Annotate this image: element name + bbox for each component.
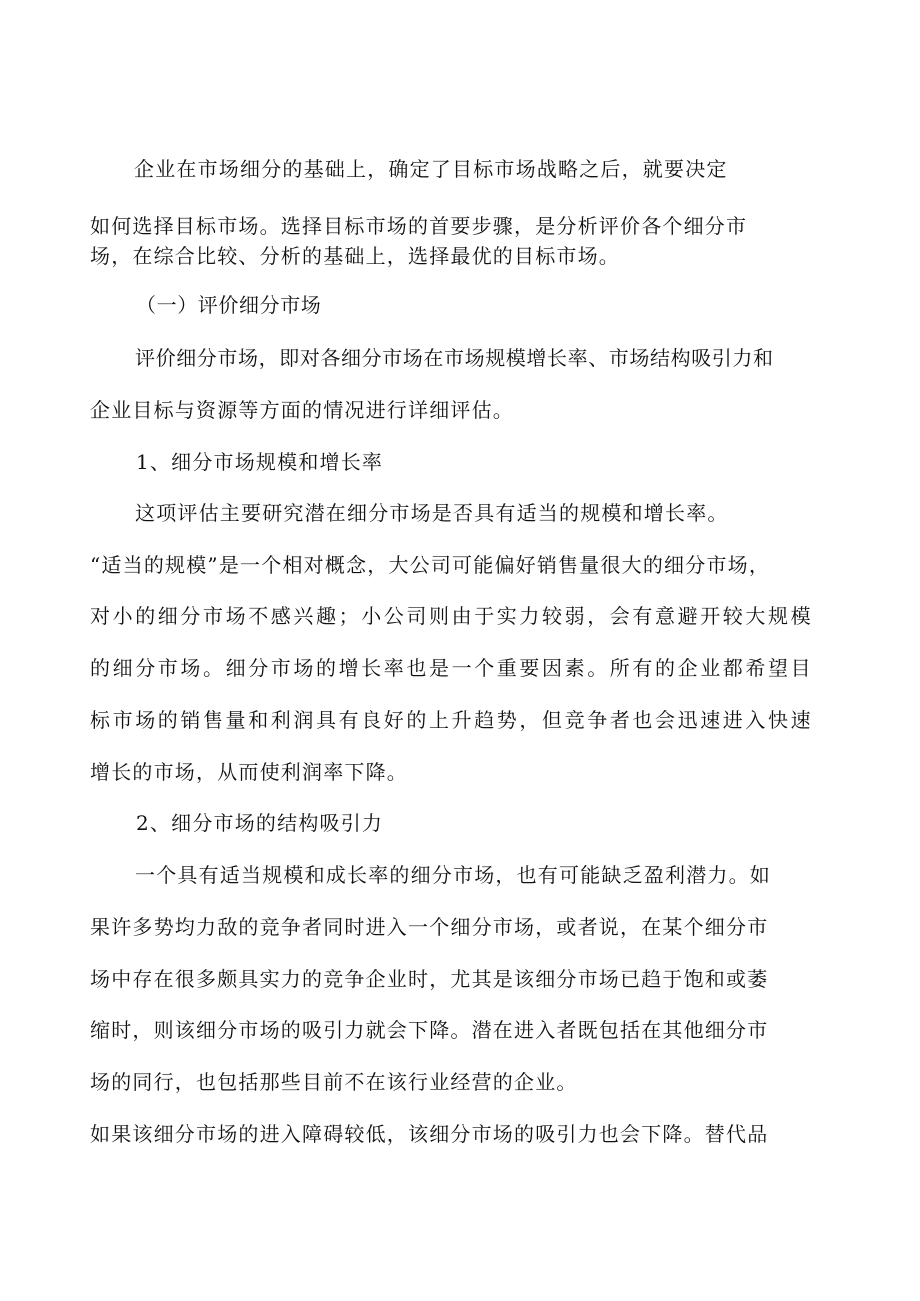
paragraph-intro-line-1: 企业在市场细分的基础上，确定了目标市场战略之后，就要决定	[134, 157, 728, 181]
section-heading: （一）评价细分市场	[136, 293, 322, 317]
paragraph-evaluate-line-1: 评价细分市场，即对各细分市场在市场规模增长率、市场结构吸引力和	[135, 346, 774, 370]
paragraph-size-line-5: 标市场的销售量和利润具有良好的上升趋势，但竞争者也会迅速进入快速	[90, 708, 814, 732]
paragraph-size-line-6: 增长的市场，从而使利润率下降。	[90, 760, 408, 784]
paragraph-evaluate-line-2: 企业目标与资源等方面的情况进行详细评估。	[90, 398, 514, 422]
paragraph-structure-line-5: 场的同行，也包括那些目前不在该行业经营的企业。	[90, 1070, 578, 1094]
paragraph-size-line-2: “适当的规模”是一个相对概念，大公司可能偏好销售量很大的细分市场，	[90, 553, 771, 577]
paragraph-intro-line-3: 场，在综合比较、分析的基础上，选择最优的目标市场。	[90, 244, 620, 268]
paragraph-intro-line-2: 如何选择目标市场。选择目标市场的首要步骤，是分析评价各个细分市	[90, 214, 748, 238]
paragraph-structure-line-1: 一个具有适当规模和成长率的细分市场，也有可能缺乏盈利潜力。如	[135, 863, 771, 887]
subheading-size-growth: 1、细分市场规模和增长率	[136, 450, 384, 474]
subheading-structure: 2、细分市场的结构吸引力	[136, 811, 384, 835]
paragraph-size-line-1: 这项评估主要研究潜在细分市场是否具有适当的规模和增长率。	[135, 501, 729, 525]
paragraph-structure-line-3: 场中存在很多颇具实力的竞争企业时，尤其是该细分市场已趋于饱和或萎	[90, 967, 769, 991]
paragraph-structure-line-6: 如果该细分市场的进入障碍较低，该细分市场的吸引力也会下降。替代品	[90, 1122, 769, 1146]
paragraph-structure-line-4: 缩时，则该细分市场的吸引力就会下降。潜在进入者既包括在其他细分市	[90, 1018, 769, 1042]
paragraph-size-line-3: 对小的细分市场不感兴趣；小公司则由于实力较弱，会有意避开较大规模	[90, 604, 814, 628]
paragraph-structure-line-2: 果许多势均力敌的竞争者同时进入一个细分市场，或者说，在某个细分市	[90, 915, 769, 939]
paragraph-size-line-4: 的细分市场。细分市场的增长率也是一个重要因素。所有的企业都希望目	[90, 656, 814, 680]
